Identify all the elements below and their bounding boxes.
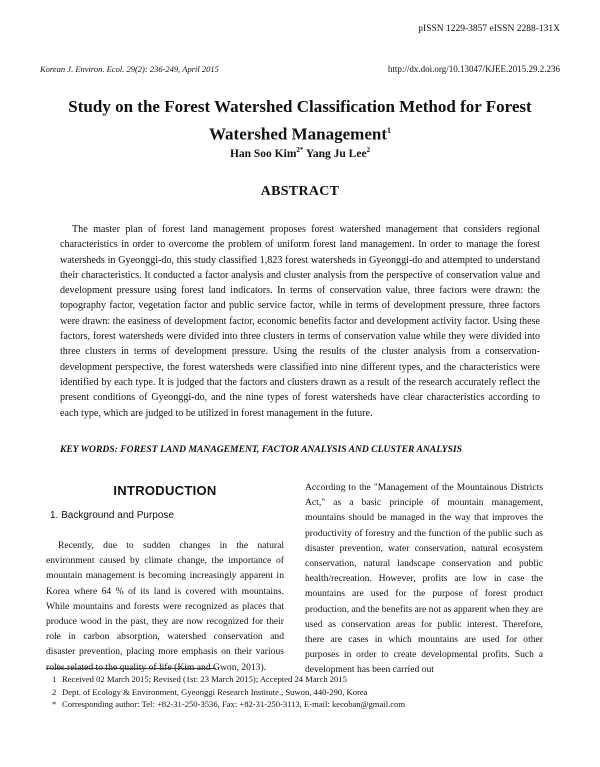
footnote-mark: 1 [52, 674, 57, 684]
footnote-mark: * [52, 699, 57, 709]
footnote-text: Received 02 March 2015; Revised (1st: 23 March 2015); Accepted 24 March 2015 [62, 674, 347, 684]
footnote-divider [46, 668, 216, 669]
introduction-left-text: Recently, due to sudden changes in the natural environment caused by climate change, the importance of mountain management is becoming increasingly apparent in Korea where 64 % of its land is covered with mountains. While mountains and forests were recognized as places that produce wood in the past, they are now recognized for their role in carbon absorption, watershed conservation and disaster prevention, placing more emphasis on their various roles related to the quality of life (Kim and Gwon, 2013). [46, 540, 284, 673]
abstract-text: The master plan of forest land management proposes forest watershed management that considers regional characteristics in order to overcome the problem of uniform forest land management. In order to manage the forest watersheds in Gyeonggi-do, this study classified 1,823 forest watersheds in Gyeonggi-do and attempted to understand their characteristics. It conducted a factor analysis and cluster analysis from the perspective of conservation value and development pressure using forest land indicators. In terms of conservation value, three factors were drawn: the topography factor, vegetation factor and public service factor, while in terms of development pressure, three factors were drawn: the easiness of development factor, economic benefits factor and development activity factor. Using these factors, forest watersheds were divided into three clusters in terms of conservation value while they were divided into three clusters in terms of development pressure. Using the results of the cluster analysis from a conservation-development perspective, the forest watersheds were classified into nine different types, and the characteristics were identified by each type. It is judged that the factors and clusters drawn as a result of the research accurately reflect the present conditions of Gyeonggi-do, and the nine types of forest watersheds have clear characteristics according to each type, which are judged to be utilized in forest management in the future. [60, 224, 540, 419]
introduction-right-text: According to the "Management of the Mountainous Districts Act," as a basic principle of mountain management, mountains should be managed in the way that improves the productivity of forestry and the function of the public such as disaster prevention, water conservation, natural ecosystem conservation, natural landscape conservation and public health/recreation. However, profits are low in case the mountains are used for the purpose of forest product production, and the benefits are not as apparent when they are used as conservation areas for public interest. Therefore, there are cases in which mountains are used for other purposes in order to create developmental profits. Such a development has been carried out [305, 482, 543, 676]
introduction-heading: INTRODUCTION [113, 483, 217, 498]
doi-link[interactable]: http://dx.doi.org/10.13047/KJEE.2015.29.2.236 [387, 64, 560, 74]
footnote-corresponding [52, 698, 552, 711]
abstract-heading: ABSTRACT [260, 184, 340, 199]
title-footnote-marker: 1 [387, 126, 391, 135]
footnote-affiliation [52, 686, 552, 699]
journal-citation: Korean J. Environ. Ecol. 29(2): 236-249, April 2015 [40, 64, 219, 74]
footnotes [52, 673, 552, 711]
author-list [40, 146, 560, 160]
footnote-text: Corresponding author: Tel: +82-31-250-3536, Fax: +82-31-250-3113, E-mail: kecoban@gmail.com [62, 699, 406, 709]
author-2: Yang Ju Lee [305, 147, 367, 160]
issn-line: pISSN 1229-3857 eISSN 2288-131X [418, 24, 560, 34]
footnote-mark: 2 [52, 686, 57, 697]
title-line-1: Study on the Forest Watershed Classification Method for Forest [68, 97, 532, 116]
paper-title [40, 95, 560, 147]
title-line-2: Watershed Management [208, 124, 387, 144]
author-1-marker: 2* [296, 146, 304, 154]
author-1: Han Soo Kim [229, 147, 297, 160]
footnote-received [52, 673, 552, 686]
keywords: KEY WORDS: FOREST LAND MANAGEMENT, FACTOR ANALYSIS AND CLUSTER ANALYSIS [60, 444, 462, 455]
author-2-marker: 2 [366, 146, 371, 154]
background-subheading: 1. Background and Purpose [50, 510, 174, 521]
footnote-text: Dept. of Ecology & Environment, Gyeonggi Research Institute., Suwon, 440-290, Korea [62, 686, 368, 697]
